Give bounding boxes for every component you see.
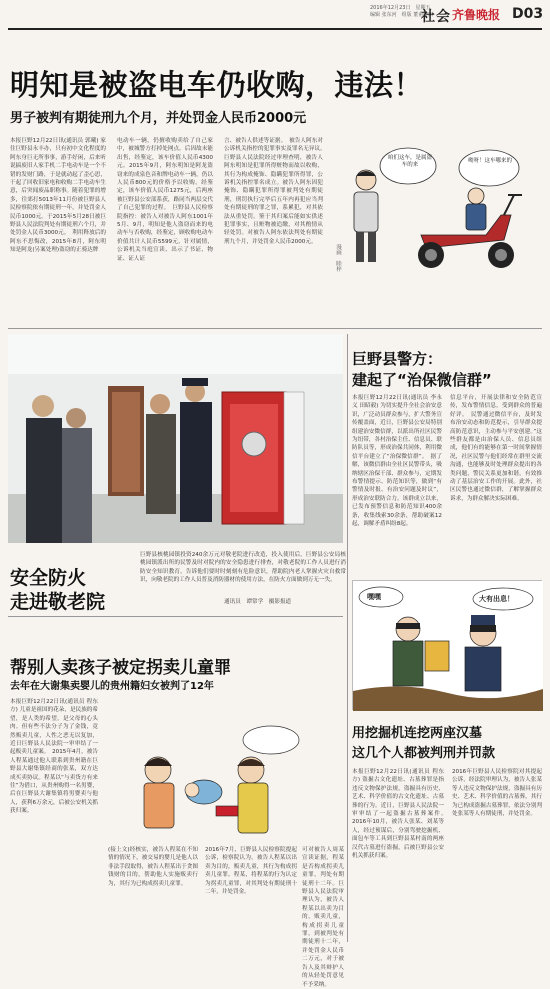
- story4-col3: 2016年7月，巨野县人民检察院提起公诉，检察院认为，被告人程某以出卖为目的，贩卖儿童，其行为构成拐卖儿童罪。程某，将程某的行为认定为拐卖儿童罪，对其判处有期徒刑十二年，并处罚金。: [205, 847, 297, 896]
- story3-caption: 巨野县核桃园镇投资240余万元对敬老院进行改造，投入使用后，巨野县公安局核桃园镇派出所的民警及时对院内的安全隐患进行排查，对敬老院的工作人员进行消防安全知识教育，告诉他们要时时刻刻有危险意识，帮助院内老人掌握火灾自救常识，向敬老院的工作人员普及消防器材的使用方法，在防火方面做到万无一失。: [140, 552, 346, 584]
- fire-hydrant-photo: [8, 334, 343, 543]
- story4-headline: 帮别人卖孩子被定拐卖儿童罪: [10, 658, 231, 678]
- story2-headline-line1: 巨野县警方：: [352, 350, 443, 368]
- story4-subhead: 去年在大谢集卖婴儿的贵州籍妇女被判了12年: [10, 681, 214, 692]
- story1-headline: 明知是被盗电车仍收购，违法！: [10, 68, 424, 102]
- story1-cartoon: [326, 140, 541, 290]
- story4-col2: (接上文)经核实，被告人程某在不知情的情况下，被交易的婴儿是他人以非法手段取得，被告人程某出于贪图钱财的目的，帮助他人实施贩卖行为，其行为已构成拐卖儿童罪。: [108, 847, 198, 887]
- page-number: D03: [512, 6, 544, 22]
- story5-headline-line2: 这几个人都被判刑并罚款: [352, 746, 496, 761]
- tomb-robbers-illustration: [353, 581, 543, 711]
- story5-col2: 2016年巨野县人民检察院对其提起公诉，经法院审理认为，被告人张某等人违反文物保护法规，盗掘具有历史、艺术、科学价值的古墓葬，其行为已构成盗掘古墓葬罪，依法分别判处张某等人有期徒刑，并处罚金。: [452, 769, 542, 818]
- story5-bubble-left: 嘿嘿: [367, 593, 381, 601]
- story3-headline-line2: 走进敬老院: [10, 591, 106, 613]
- story5-bubble-right: 大有出息！: [479, 595, 514, 603]
- divider-2: [8, 616, 343, 617]
- story2-col1: 本报巨野12月22日讯(通讯员 李永义 田昭毅) 为切实提升全社会治安意识，广泛动员群众参与，扩大警务宣传覆盖面，近日，巨野县公安局特别组建治安微信群，以派出所社区民警为纽带，各村治保主任、信息员、联防队员等，形成治保共同体，利用微信平台建立了“治保微信群”。 据了解，该微信群由全社区民警带头，吸纳辖区治保干部、群众参与，定期发布警情提示、防范知识等，做到“有警情及时报、有治安问题及时议”，形成治安联防合力。该群成立以来，已发布预警信息和防范知识400余条，收集线索30余条，帮助破案12起，调解矛盾纠纷8起。: [352, 395, 442, 528]
- header-rule: [8, 28, 542, 30]
- story4-col1: 本报巨野12月22日讯(通讯员 程东方) 儿童是祖国的花朵，是民族的希望，是人类的希望，是父母的心头肉。但有些不法分子为了金钱，竟然贩卖儿童，人性之恶无以复加，近日巨野县人民法院一审审结了一起贩卖儿童案。 2015年4月，被告人程某通过他人联系到贵州籍在巨野县大谢集镇经商的张某，双方达成买卖协议。程某以“与卖货方有来往”为借口，从贵州购得一名男婴，后在巨野县大谢集镇将男婴卖与他人，获利6万余元，后被公安机关抓获归案。: [10, 699, 98, 815]
- story1-col2: 电动车一辆，仍擅收购卖给了自己家中，被城警方打掉处网点。后因故未能出售，经鉴定，该车价值人民币4300元。2015年9月，阿东明知是阿龙盗窃来的成泉色音和牌电动车一辆，仍以人民币800元的价格予以收购。经鉴定，该车价值人民币1275元，后两座被巨野县公安部系获，路同当两层交代了自己犯罪的过程。 巨野县人民检察院指控：被告人对被告人阿东1001年5月、9月，明知是他人盗窃而来的电动车与否收购，经鉴定，顾收购电动车价值共计人民币5599元，针对属情，公诉机关当庭宣读、出示了书证、物证、证人证: [117, 138, 213, 262]
- story5-cartoon: [352, 580, 542, 710]
- header-date: 2016年12月23日 星期五: [370, 5, 431, 11]
- story2-headline-line2: 建起了“治保微信群”: [352, 371, 492, 389]
- story5-headline-line1: 用挖掘机连挖两座汉墓: [352, 726, 483, 741]
- story3-photo: [8, 334, 343, 543]
- cartoon-credit: 漫画 睦梓: [335, 244, 341, 272]
- story2-col2: 信息平台，开展法律和安全防范宣传，发布警情信息，受到群众的普遍好评。 民警通过微信平台，及时发布治安动态和防范提示，引导群众提高防范意识，主动参与平安创建。”这些群友都是由治保人员、信息员组成，他们有的能够在第一时间掌握情况，社区民警与他们经常在群里交流沟通，也能够及时处理群众提出的各类问题，警民关系更加和谐，有效推动了基层治安工作的开展。此外，社区民警也通过微信群，了解掌握群众诉求，为群众解决实际困难。: [450, 395, 542, 502]
- divider-1: [8, 328, 542, 329]
- story1-col1: 本报巨野12月22日讯(通讯员 郭曦) 家住巨野县永丰办，只有初中文化程度的阿东身巨无所事事，游手好闲，后来听说搞废旧人家手机二手电动车是一个不错的发财门路，于是就动起了歪心思，干起了回收旧家电和收购二手电动车生意，后突闻废品职称事。随着犯罪的增多，往郊打5013年11月份被巨野县人民检察院依有期徒刑一年，并处罚金人民币1000元。于2015年5月28日被巨野县人民法院判处有期徒刑六个月，并处罚金人民币3000元。 利用释放后的阿东不思悔改，2015年8月，阿东明知是阿龙(另案处理)盗窃的正骑达牌: [10, 138, 106, 254]
- story4-col4: 可对被告人周某宣读证据，程某是否构成拐卖儿童罪，判处有期徒刑十二年。巨野县人民法院审理认为，被告人程某以出卖为目的，贩卖儿童，构成拐卖儿童罪。到被判处有期徒刑十二年，并处罚金人民币二万元，对于被告人及其辩护人的从轻处罚意见不予采纳。: [302, 847, 344, 988]
- baby-selling-illustration: [106, 700, 306, 842]
- cartoon-bubble-left: 咱们这车，是属盗车的来: [388, 155, 433, 168]
- column-separator: [347, 334, 348, 942]
- story3-headline-line1: 安全防火: [10, 567, 87, 589]
- story4-cartoon: [106, 700, 306, 842]
- header-editors: 编辑 张东河 组版 董甫维田: [370, 12, 434, 18]
- story3-credit: 通讯员 谭常学 摄影报道: [224, 599, 292, 605]
- cartoon-bubble-right: 呦呀！这车哪来的: [467, 158, 512, 164]
- newspaper-logo: 齐鲁晚报: [452, 8, 501, 22]
- story1-subhead: 男子被判有期徒刑九个月，并处罚金人民币2000元: [10, 111, 307, 126]
- story1-col3: 言、被告人供述等证据。 被告人阿东对公诉机关指控的犯罪事实及罪名无异议。 巨野县人民法院经过审理查明，被告人阿东明知是犯罪所得赃物而故以收购，其行为构成掩饰、隐瞒犯罪所得罪，公诉机关指控罪名成立。被告人阿东因犯掩饰、隐瞒犯罪所得罪被判处有期徒刑，刑罚执行完毕后五年内再犯应当判处有期徒刑的罪之罪，系累犯，对其依法从重处罚。鉴于其归案后能如实供述犯罪事实，且赃物被追缴，对其酌情从轻处罚。对被告人阿东依法判处有期徒刑九个月，并处罚金人民币2000元。: [224, 138, 329, 245]
- story5-col1: 本报巨野12月22日讯(通讯员 程东方) 盗掘古文化遗址、古墓葬罪是指违反文物保护法规，盗掘具有历史、艺术、科学价值的古文化遗址、古墓葬的行为。近日，巨野县人民法院一审审结了一起盗掘古墓葬案件。 2016年10月，被告人张某、刘某等人，经过预谋后，分别驾驶挖掘机、面包车等工具到巨野县某村南的两座汉代古墓进行盗掘，后被巨野县公安机关抓获归案。: [352, 769, 450, 860]
- section-name: 社会: [421, 9, 451, 25]
